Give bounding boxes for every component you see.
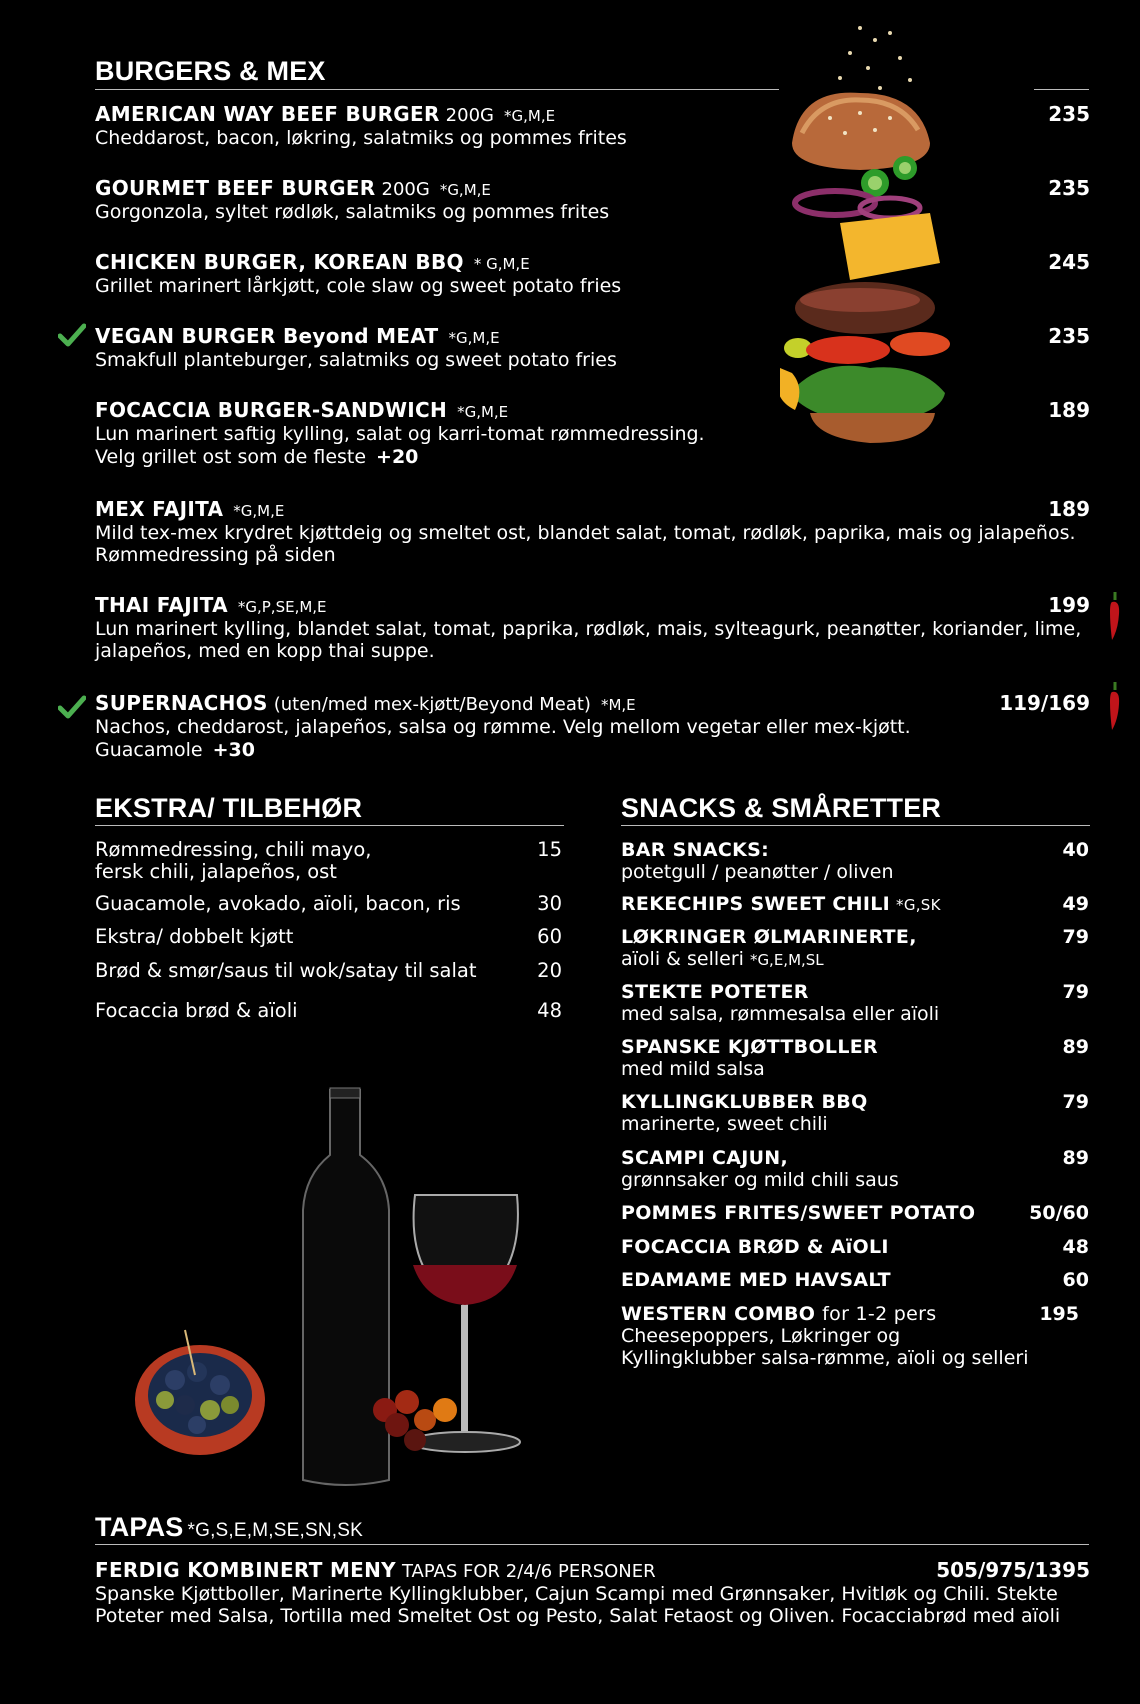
extra-item-label-2: fersk chili, jalapeños, ost [95,860,337,883]
item-size: 200G [445,105,494,126]
item-price: 189 [1048,497,1090,521]
item-allergens: *M,E [600,696,636,714]
snack-name: KYLLINGKLUBBER BBQ [621,1091,868,1113]
snack-item [621,1091,1089,1135]
extra-item-label: Brød & smør/saus til wok/satay til salat [95,959,477,982]
extra-item-label: Focaccia brød & aïoli [95,999,298,1022]
item-size: (uten/med mex-kjøtt/Beyond Meat) [273,694,591,715]
wine-bottle-image [303,1088,389,1485]
burgers-section-title: BURGERS & MEX [95,56,326,86]
snack-price: 48 [1062,1236,1089,1258]
item-allergens: *G,M,E [233,502,285,520]
snack-item [621,981,1089,1025]
item-name: GOURMET BEEF BURGER [95,176,376,200]
burgers-title-rule [95,89,779,90]
item-option: Velg grillet ost som de fleste [95,446,367,468]
item-extra-price: +20 [376,446,419,468]
menu-item [95,176,1090,223]
snack-description: grønnsaker og mild chili saus [621,1169,899,1191]
item-name: AMERICAN WAY BEEF BURGER [95,102,440,126]
snack-name: FOCACCIA BRØD & AïOLI [621,1236,889,1258]
snack-item [621,1303,1089,1369]
snack-name: LØKRINGER ØLMARINERTE, [621,926,917,948]
snack-name: STEKTE POTETER [621,981,809,1003]
item-description: Cheddarost, bacon, løkring, salatmiks og pommes frites [95,127,627,149]
snack-item [621,1236,1089,1258]
menu-item [95,102,1090,149]
snack-description: potetgull / peanøtter / oliven [621,861,894,883]
snack-item [621,1202,1089,1224]
item-extra-price: +30 [212,739,255,761]
extra-item-price: 60 [537,925,562,948]
snack-price: 50/60 [1029,1202,1089,1224]
extra-item [95,1000,562,1022]
menu-item [95,250,1090,297]
snack-item [621,926,1089,971]
item-allergens: * G,M,E [473,255,530,273]
snack-name: BAR SNACKS: [621,839,769,861]
item-allergens: *G,M,E [448,329,500,347]
snack-item [621,893,1089,916]
item-name: THAI FAJITA [95,593,228,617]
snack-description: Cheesepoppers, Løkringer og [621,1325,901,1347]
item-name: MEX FAJITA [95,497,224,521]
snack-item [621,1147,1089,1191]
menu-item [95,398,1090,468]
snack-price: 79 [1062,981,1089,1003]
item-name: SUPERNACHOS [95,691,268,715]
snack-name: POMMES FRITES/SWEET POTATO [621,1202,976,1224]
check-icon [58,323,86,347]
snacks-title-rule [621,825,1090,826]
snack-name: SPANSKE KJØTTBOLLER [621,1036,878,1058]
item-description: Lun marinert saftig kylling, salat og karri-tomat rømmedressing. [95,423,705,445]
wine-still-life-image [125,1080,585,1500]
item-description: Smakfull planteburger, salatmiks og sweet potato fries [95,349,617,371]
extra-section-title: EKSTRA/ TILBEHØR [95,793,363,823]
item-allergens: *G,M,E [439,181,491,199]
item-description-extra [95,739,1090,761]
extra-item-price: 15 [537,838,562,861]
olives-bowl-image [135,1330,265,1455]
extra-item [95,839,562,883]
extra-item-label: Rømmedressing, chili mayo, [95,838,372,861]
snack-price: 79 [1062,926,1089,948]
snack-name: SCAMPI CAJUN, [621,1147,789,1169]
snack-description: marinerte, sweet chili [621,1113,828,1135]
snack-price: 195 [1039,1303,1079,1325]
snacks-section-title: SNACKS & SMÅRETTER [621,793,942,823]
snack-price: 40 [1062,839,1089,861]
item-description: Nachos, cheddarost, jalapeños, salsa og rømme. Velg mellom vegetar eller mex-kjøtt. [95,716,911,738]
snack-item [621,1269,1089,1291]
item-size: 200G [381,179,430,200]
item-price: 235 [1048,102,1090,126]
snack-price: 49 [1062,893,1089,915]
extra-item [95,926,562,948]
item-name: FOCACCIA BURGER-SANDWICH [95,398,448,422]
snack-description: aïoli & selleri [621,948,744,970]
snack-name: REKECHIPS SWEET CHILI [621,893,891,915]
item-price: 119/169 [999,691,1090,715]
extra-item [95,960,562,982]
menu-item [95,324,1090,371]
snack-item [621,839,1089,883]
item-allergens: *G,M,E [457,403,509,421]
item-name: VEGAN BURGER Beyond MEAT [95,324,439,348]
burgers-title-rule-right [1034,89,1089,90]
menu-item [95,691,1090,761]
tapas-section-title [95,1512,363,1543]
extra-title-rule [95,825,564,826]
item-description: Lun marinert kylling, blandet salat, tomat, paprika, rødløk, mais, sylteagurk, peanøtter, koriander, lime, jalapeños, med en kopp thai suppe. [95,618,1082,662]
extra-item-label: Guacamole, avokado, aïoli, bacon, ris [95,892,461,915]
tapas-title-text: TAPAS [95,1512,184,1542]
tapas-title-rule [95,1544,1089,1545]
tapas-allergens: *G,S,E,M,SE,SN,SK [187,1520,364,1541]
item-allergens: *G,P,SE,M,E [237,598,327,616]
item-description-extra [95,446,1090,468]
item-allergens: *G,M,E [503,107,556,125]
chili-icon [1106,590,1124,642]
tapas-description: Spanske Kjøttboller, Marinerte Kyllingklubber, Cajun Scampi med Grønnsaker, Hvitløk og Chili. Stekte Poteter med Salsa, Tortilla med Smeltet Ost og Pesto, Salat Fetaost og Oliven. Focacciabrød med aïoli [95,1583,1061,1627]
item-price: 199 [1048,593,1090,617]
tapas-item-name: FERDIG KOMBINERT MENY [95,1558,396,1582]
item-description: Mild tex-mex krydret kjøttdeig og smeltet ost, blandet salat, tomat, rødløk, paprika, mais og jalapeños. Rømmedressing på siden [95,522,1076,566]
extra-item-price: 30 [537,892,562,915]
check-icon [58,695,86,719]
item-price: 235 [1048,176,1090,200]
burger-image [780,18,1030,458]
item-description: Grillet marinert lårkjøtt, cole slaw og sweet potato fries [95,275,622,297]
chili-icon [1106,680,1124,732]
tapas-price: 505/975/1395 [936,1558,1090,1582]
snack-allergens: *G,E,M,SL [749,951,824,969]
snack-description: med salsa, rømmesalsa eller aïoli [621,1003,940,1025]
snack-allergens: *G,SK [896,896,941,914]
snack-price: 89 [1062,1147,1089,1169]
item-price: 245 [1048,250,1090,274]
extra-item-price: 48 [537,999,562,1022]
menu-item [95,1558,1090,1627]
snack-price: 79 [1062,1091,1089,1113]
item-price: 235 [1048,324,1090,348]
tapas-item-suffix: TAPAS FOR 2/4/6 PERSONER [401,1561,656,1582]
menu-item [95,593,1090,662]
extra-item [95,893,562,915]
snack-description: med mild salsa [621,1058,765,1080]
snack-name: EDAMAME MED HAVSALT [621,1269,891,1291]
extra-item-label: Ekstra/ dobbelt kjøtt [95,925,294,948]
item-description: Gorgonzola, syltet rødløk, salatmiks og pommes frites [95,201,610,223]
item-name: CHICKEN BURGER, KOREAN BBQ [95,250,464,274]
snack-price: 60 [1062,1269,1089,1291]
extra-item-price: 20 [537,959,562,982]
snack-price: 89 [1062,1036,1089,1058]
item-price: 189 [1048,398,1090,422]
snack-name: WESTERN COMBO [621,1303,816,1325]
menu-item [95,497,1090,566]
snack-name-suffix: for 1-2 pers [822,1303,937,1325]
snack-item [621,1036,1089,1080]
item-option: Guacamole [95,739,203,761]
snack-description-2: Kyllingklubber salsa-rømme, aïoli og selleri [621,1347,1029,1369]
